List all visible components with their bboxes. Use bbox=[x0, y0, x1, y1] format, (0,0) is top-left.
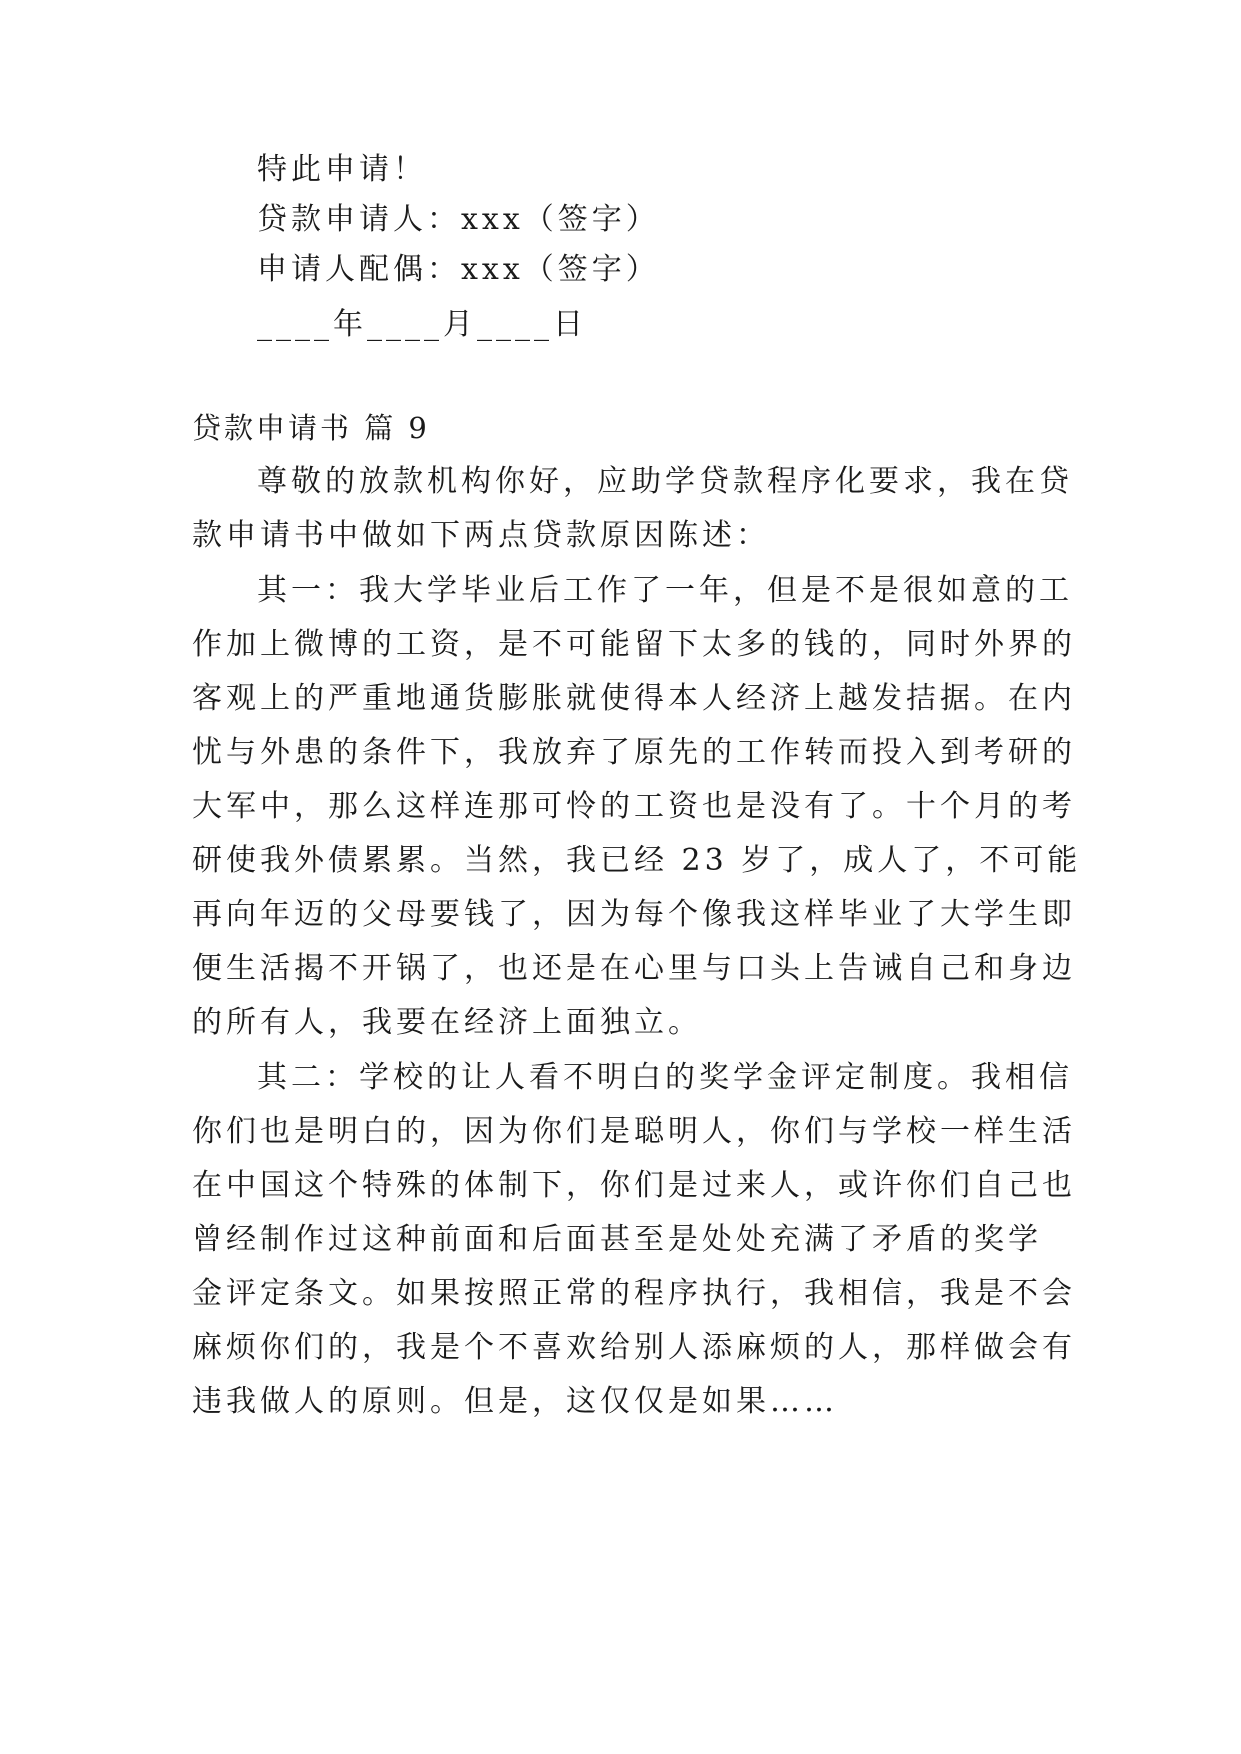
paragraph-2-line-7: 再向年迈的父母要钱了，因为每个像我这样毕业了大学生即 bbox=[192, 897, 1076, 932]
applicant-signature: 贷款申请人：xxx（签字） bbox=[257, 202, 660, 237]
spouse-signature: 申请人配偶：xxx（签字） bbox=[257, 252, 660, 287]
paragraph-3-line-5: 金评定条文。如果按照正常的程序执行，我相信，我是不会 bbox=[192, 1276, 1076, 1311]
section-title: 贷款申请书 篇 9 bbox=[192, 411, 430, 445]
paragraph-3-line-2: 你们也是明白的，因为你们是聪明人，你们与学校一样生活 bbox=[192, 1114, 1076, 1149]
paragraph-2-line-2: 作加上微博的工资，是不可能留下太多的钱的，同时外界的 bbox=[192, 627, 1076, 662]
paragraph-1-line-1: 尊敬的放款机构你好，应助学贷款程序化要求，我在贷 bbox=[257, 464, 1073, 499]
paragraph-3-line-7: 违我做人的原则。但是，这仅仅是如果…… bbox=[192, 1384, 838, 1419]
paragraph-2-line-4: 忧与外患的条件下，我放弃了原先的工作转而投入到考研的 bbox=[192, 735, 1076, 770]
paragraph-2-line-8: 便生活揭不开锅了，也还是在心里与口头上告诫自己和身边 bbox=[192, 951, 1076, 986]
paragraph-1-line-2: 款申请书中做如下两点贷款原因陈述： bbox=[192, 518, 770, 553]
paragraph-3-line-4: 曾经制作过这种前面和后面甚至是处处充满了矛盾的奖学 bbox=[192, 1222, 1042, 1257]
paragraph-2-line-1: 其一：我大学毕业后工作了一年，但是不是很如意的工 bbox=[257, 573, 1073, 608]
paragraph-2-line-3: 客观上的严重地通货膨胀就使得本人经济上越发拮据。在内 bbox=[192, 681, 1076, 716]
paragraph-2-line-6: 研使我外债累累。当然，我已经 23 岁了，成人了，不可能 bbox=[192, 843, 1082, 878]
paragraph-3-line-6: 麻烦你们的，我是个不喜欢给别人添麻烦的人，那样做会有 bbox=[192, 1330, 1076, 1365]
paragraph-3-line-3: 在中国这个特殊的体制下，你们是过来人，或许你们自己也 bbox=[192, 1168, 1076, 1203]
paragraph-3-line-1: 其二：学校的让人看不明白的奖学金评定制度。我相信 bbox=[257, 1060, 1073, 1095]
date-line: ____年____月____日 bbox=[257, 307, 587, 342]
paragraph-2-line-5: 大军中，那么这样连那可怜的工资也是没有了。十个月的考 bbox=[192, 789, 1076, 824]
paragraph-2-line-9: 的所有人，我要在经济上面独立。 bbox=[192, 1005, 702, 1040]
closing-statement: 特此申请！ bbox=[257, 152, 427, 187]
